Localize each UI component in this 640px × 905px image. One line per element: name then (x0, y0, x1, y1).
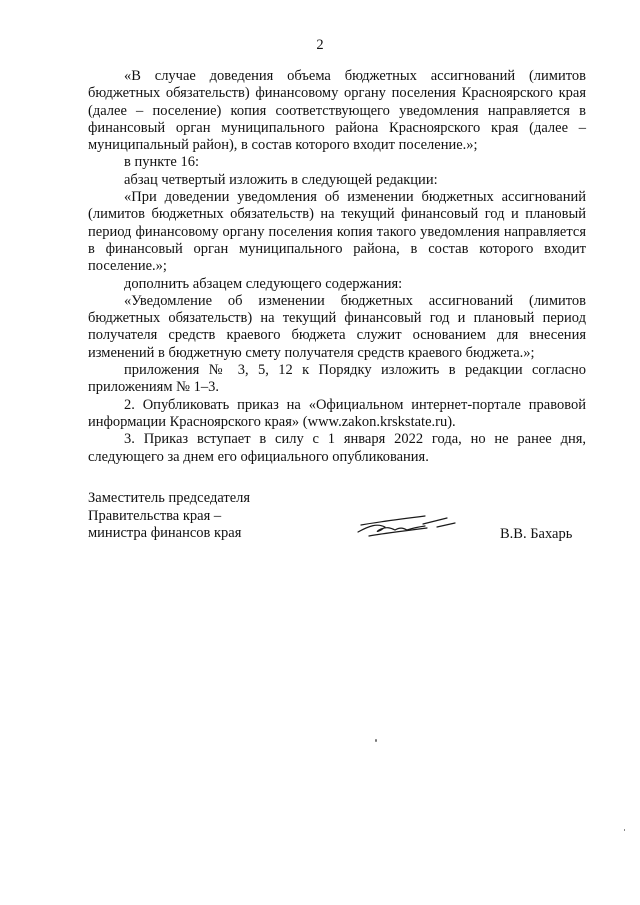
document-body (88, 68, 586, 466)
signatory-name: В.В. Бахарь (500, 526, 573, 542)
page-number: 2 (316, 37, 324, 53)
paragraph-fourth-abzac-intro: абзац четвертый изложить в следующей редакции: (124, 171, 438, 188)
signatory-title-line: Правительства края – (88, 507, 222, 524)
paragraph-add-abzac-text: «Уведомление об изменении бюджетных ассигнований (лимитов бюджетных обязательств) на текущий финансовый год и плановый период получателя средств краевого бюджета служит основанием для внесения изменений в бюджетную смету получателя средств краевого бюджета.»; (88, 292, 586, 361)
paragraph-amendment-notice-copy: «В случае доведения объема бюджетных ассигнований (лимитов бюджетных обязательств) финансовому органу поселения Красноярского края (далее – поселение) копия соответствующего уведомления направляется в финансовый орган муниципального района Красноярского края (далее – муниципальный район), в состав которого входит поселение.»; (88, 68, 586, 154)
scan-speck (624, 829, 625, 831)
paragraph-fourth-abzac-text: «При доведении уведомления об изменении бюджетных ассигнований (лимитов бюджетных обязательств) на текущий финансовый год и плановый период финансовому органу поселения копия такого уведомления направляется в финансовый орган муниципального района, в состав которого входит поселение.»; (88, 189, 586, 275)
scan-speck (375, 739, 377, 742)
paragraph-effective-date: 3. Приказ вступает в силу с 1 января 2022 года, но не ранее дня, следующего за днем его официального опубликования. (88, 431, 586, 465)
paragraph-point-16: в пункте 16: (124, 154, 200, 171)
paragraph-publish: 2. Опубликовать приказ на «Официальном интернет-портале правовой информации Красноярского края» (www.zakon.krskstate.ru). (88, 396, 586, 430)
paragraph-add-abzac-intro: дополнить абзацем следующего содержания: (124, 275, 403, 292)
signatory-title-line: Заместитель председателя (88, 490, 251, 506)
handwritten-signature (355, 506, 465, 540)
signatory-title-line: министра финансов края (88, 525, 242, 542)
signatory-title (88, 490, 250, 543)
paragraph-appendices: приложения № 3, 5, 12 к Порядку изложить в редакции согласно приложениям № 1–3. (88, 362, 586, 396)
